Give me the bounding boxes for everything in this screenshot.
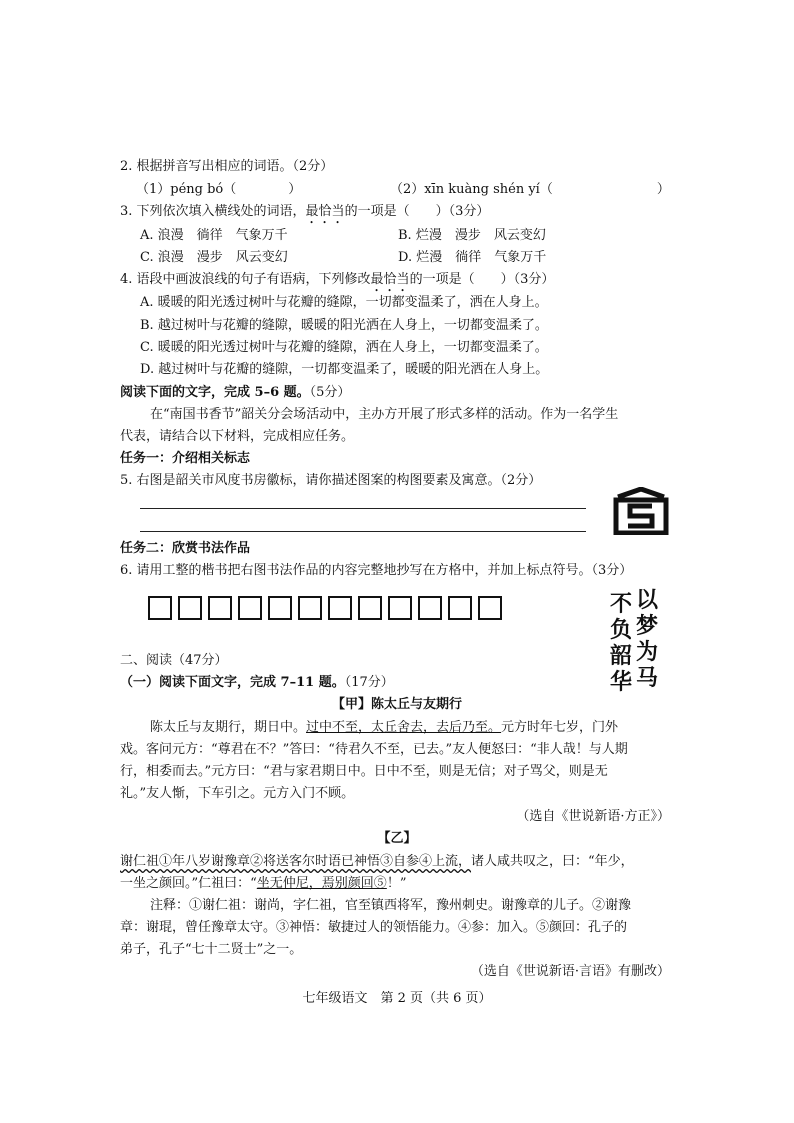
calligraphy-left-column: 不 负 韶 华 (610, 592, 633, 695)
answer-grid-box[interactable] (178, 596, 202, 620)
q3-option-a: A. 浪漫 徜徉 气象万千 (140, 228, 288, 243)
answer-grid-box[interactable] (298, 596, 322, 620)
answer-grid-box[interactable] (328, 596, 352, 620)
yi-line1: 谢仁祖①年八岁谢豫章②将送客尔时语已神悟③自参④上流，诸人咸共叹之，曰：“年少， (120, 854, 634, 869)
q3-option-c: C. 浪漫 漫步 风云变幻 (140, 250, 288, 265)
read56-heading: 阅读下面的文字，完成 5–6 题。（5分） (120, 385, 351, 400)
q3-stem: 3. 下列依次填入横线处的词语，最恰当的一项是（ ）（3分） (120, 204, 490, 219)
calligraphy-right-column: 以 梦 为 马 (636, 588, 659, 691)
yi-source: （选自《世说新语·言语》有删改） (470, 964, 670, 979)
q6-text: 6. 请用工整的楷书把右图书法作品的内容完整地抄写在方格中，并加上标点符号。（3分） (120, 563, 633, 578)
section2-title: 二、阅读（47分） (120, 653, 228, 668)
answer-grid-box[interactable] (478, 596, 502, 620)
answer-grid-box[interactable] (268, 596, 292, 620)
yi-line2: 一坐之颜回。”仁祖曰：“坐无仲尼，焉别颜回⑤！” (120, 876, 407, 891)
part1-heading: （一）阅读下面文字，完成 7–11 题。（17分） (120, 675, 394, 690)
q5-answer-line-2 (140, 531, 586, 532)
read56-para-line1: 在“南国书香节”韶关分会场活动中，主办方开展了形式多样的活动。作为一名学生 (150, 407, 619, 422)
yi-note-line1: 注释：①谢仁祖：谢尚，字仁祖，官至镇西将军，豫州刺史。谢豫章的儿子。②谢豫 (150, 898, 632, 913)
q3-option-b: B. 烂漫 漫步 风云变幻 (398, 228, 546, 243)
jia-line2: 戏。客问元方：“尊君在不？”答曰：“待君久不至，已去。”友人便怒曰：“非人哉！与人期 (120, 742, 628, 757)
q2-title: 2. 根据拼音写出相应的词语。（2分） (120, 159, 334, 174)
answer-grid-box[interactable] (208, 596, 232, 620)
answer-grid-box[interactable] (448, 596, 472, 620)
q4-option-b: B. 越过树叶与花瓣的缝隙，暖暖的阳光洒在人身上，一切都变温柔了。 (140, 318, 548, 333)
q4-option-a: A. 暖暖的阳光透过树叶与花瓣的缝隙，一切都变温柔了，洒在人身上。 (140, 295, 548, 310)
task2-title: 任务二：欣赏书法作品 (120, 541, 251, 556)
jia-line1: 陈太丘与友期行，期日中。过中不至，太丘舍去，去后乃至。元方时年七岁，门外 (150, 720, 619, 735)
page-footer: 七年级语文 第 2 页（共 6 页） (302, 991, 492, 1006)
q3-option-d: D. 烂漫 徜徉 气象万千 (398, 250, 547, 265)
answer-grid-box[interactable] (388, 596, 412, 620)
q4-option-d: D. 越过树叶与花瓣的缝隙，一切都变温柔了，暖暖的阳光洒在人身上。 (140, 362, 549, 377)
answer-grid-box[interactable] (148, 596, 172, 620)
q2-item-a: （1）péng bó（ ） (136, 182, 302, 197)
q5-answer-line-1 (140, 508, 586, 509)
yi-note-line2: 章：谢琨，曾任豫章太守。③神悟：敏捷过人的领悟能力。④参：加入。⑤颜回：孔子的 (120, 920, 628, 935)
q4-option-c: C. 暖暖的阳光透过树叶与花瓣的缝隙，洒在人身上，一切都变温柔了。 (140, 340, 548, 355)
fengdu-study-logo (610, 487, 672, 535)
answer-grid-box[interactable] (238, 596, 262, 620)
yi-title: 【乙】 (377, 831, 417, 846)
jia-line4: 礼。”友人惭，下车引之。元方入门不顾。 (120, 786, 355, 801)
task1-title: 任务一：介绍相关标志 (120, 451, 251, 466)
q5-text: 5. 右图是韶关市风度书房徽标，请你描述图案的构图要素及寓意。（2分） (120, 473, 542, 488)
yi-note-line3: 弟子，孔子“七十二贤士”之一。 (120, 942, 303, 957)
q4-stem: 4. 语段中画波浪线的句子有语病，下列修改最恰当的一项是（ ）（3分） (120, 272, 555, 287)
answer-grid-box[interactable] (358, 596, 382, 620)
jia-source: （选自《世说新语·方正》） (516, 809, 670, 824)
answer-grid-box[interactable] (418, 596, 442, 620)
jia-title: 【甲】陈太丘与友期行 (331, 697, 462, 712)
q2-item-b: （2）xīn kuàng shén yí（ ） (390, 182, 670, 197)
read56-para-line2: 代表，请结合以下材料，完成相应任务。 (120, 429, 355, 444)
jia-line3: 行，相委而去。”元方曰：“君与家君期日中。日中不至，则是无信；对子骂父，则是无 (120, 764, 608, 779)
